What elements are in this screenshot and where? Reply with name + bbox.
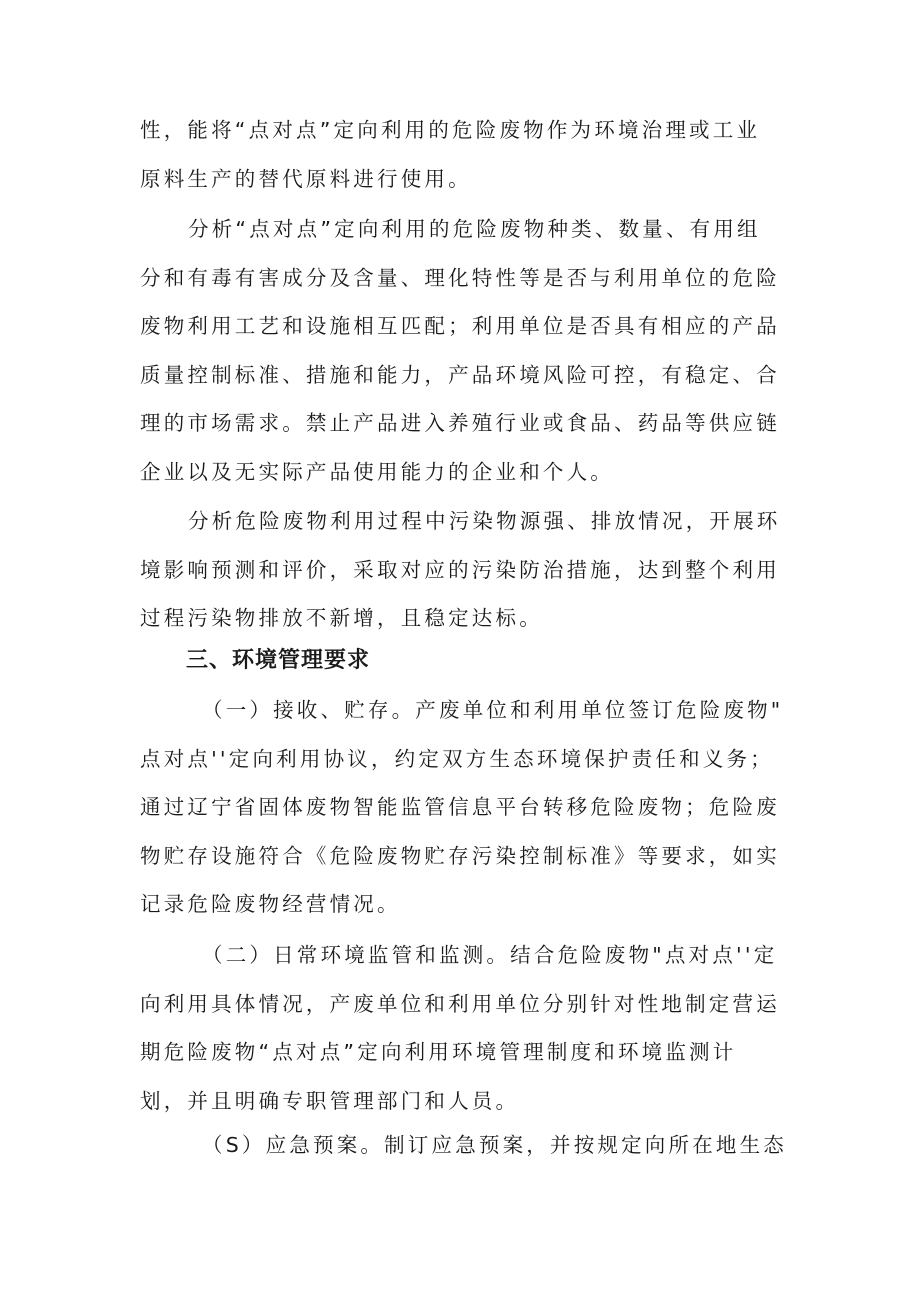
- paragraph-2: [140, 205, 780, 496]
- text-line: 分析危险废物利用过程中污染物源强、排放情况，开展环: [188, 509, 781, 533]
- text-line: 分和有毒有害成分及含量、理化特性等是否与利用单位的危险: [140, 265, 780, 290]
- text-line: 企业以及无实际产品使用能力的企业和个人。: [140, 459, 614, 484]
- text-line: 原料生产的替代原料进行使用。: [140, 166, 472, 191]
- text-line: 废物利用工艺和设施相互匹配；利用单位是否具有相应的产品: [140, 314, 780, 338]
- text-line: 向利用具体情况，产废单位和利用单位分别针对性地制定营运: [140, 991, 780, 1016]
- text-line: 划，并且明确专职管理部门和人员。: [140, 1088, 520, 1113]
- text-line: （S）应急预案。制订应急预案，并按规定向所在地生态: [202, 1133, 788, 1157]
- text-line: 境影响预测和评价，采取对应的污染防治措施，达到整个利用: [140, 557, 780, 582]
- text-line: 理的市场需求。禁止产品进入养殖行业或食品、药品等供应链: [140, 411, 780, 435]
- text-line: （二）日常环境监管和监测。结合危险废物"点对点''定: [202, 943, 778, 967]
- text-line: 记录危险废物经营情况。: [140, 892, 401, 916]
- text-line: 点对点''定向利用协议，约定双方生态环境保护责任和义务；: [140, 746, 774, 771]
- text-line: 物贮存设施符合《危险废物贮存污染控制标准》等要求，如实: [140, 843, 780, 868]
- paragraph-4: [140, 686, 784, 929]
- text-line: 性，能将“点对点”定向利用的危险废物作为环境治理或工业: [140, 118, 761, 142]
- text-line: 质量控制标准、措施和能力，产品环境风险可控，有稳定、合: [140, 362, 780, 387]
- text-line: （一）接收、贮存。产废单位和利用单位签订危险废物": [202, 698, 784, 722]
- text-line: 分析“点对点”定向利用的危险废物种类、数量、有用组: [188, 217, 761, 241]
- paragraph-6: [140, 1121, 788, 1170]
- text-line: 通过辽宁省固体废物智能监管信息平台转移危险废物；危险废: [140, 795, 780, 819]
- paragraph-1: [140, 106, 780, 203]
- section-heading: 三、环境管理要求: [186, 648, 371, 673]
- text-line: 期危险废物“点对点”定向利用环境管理制度和环境监测计: [140, 1040, 737, 1064]
- paragraph-5: [140, 931, 780, 1125]
- paragraph-3: [140, 497, 780, 643]
- text-line: 过程污染物排放不新增，且稳定达标。: [140, 606, 543, 630]
